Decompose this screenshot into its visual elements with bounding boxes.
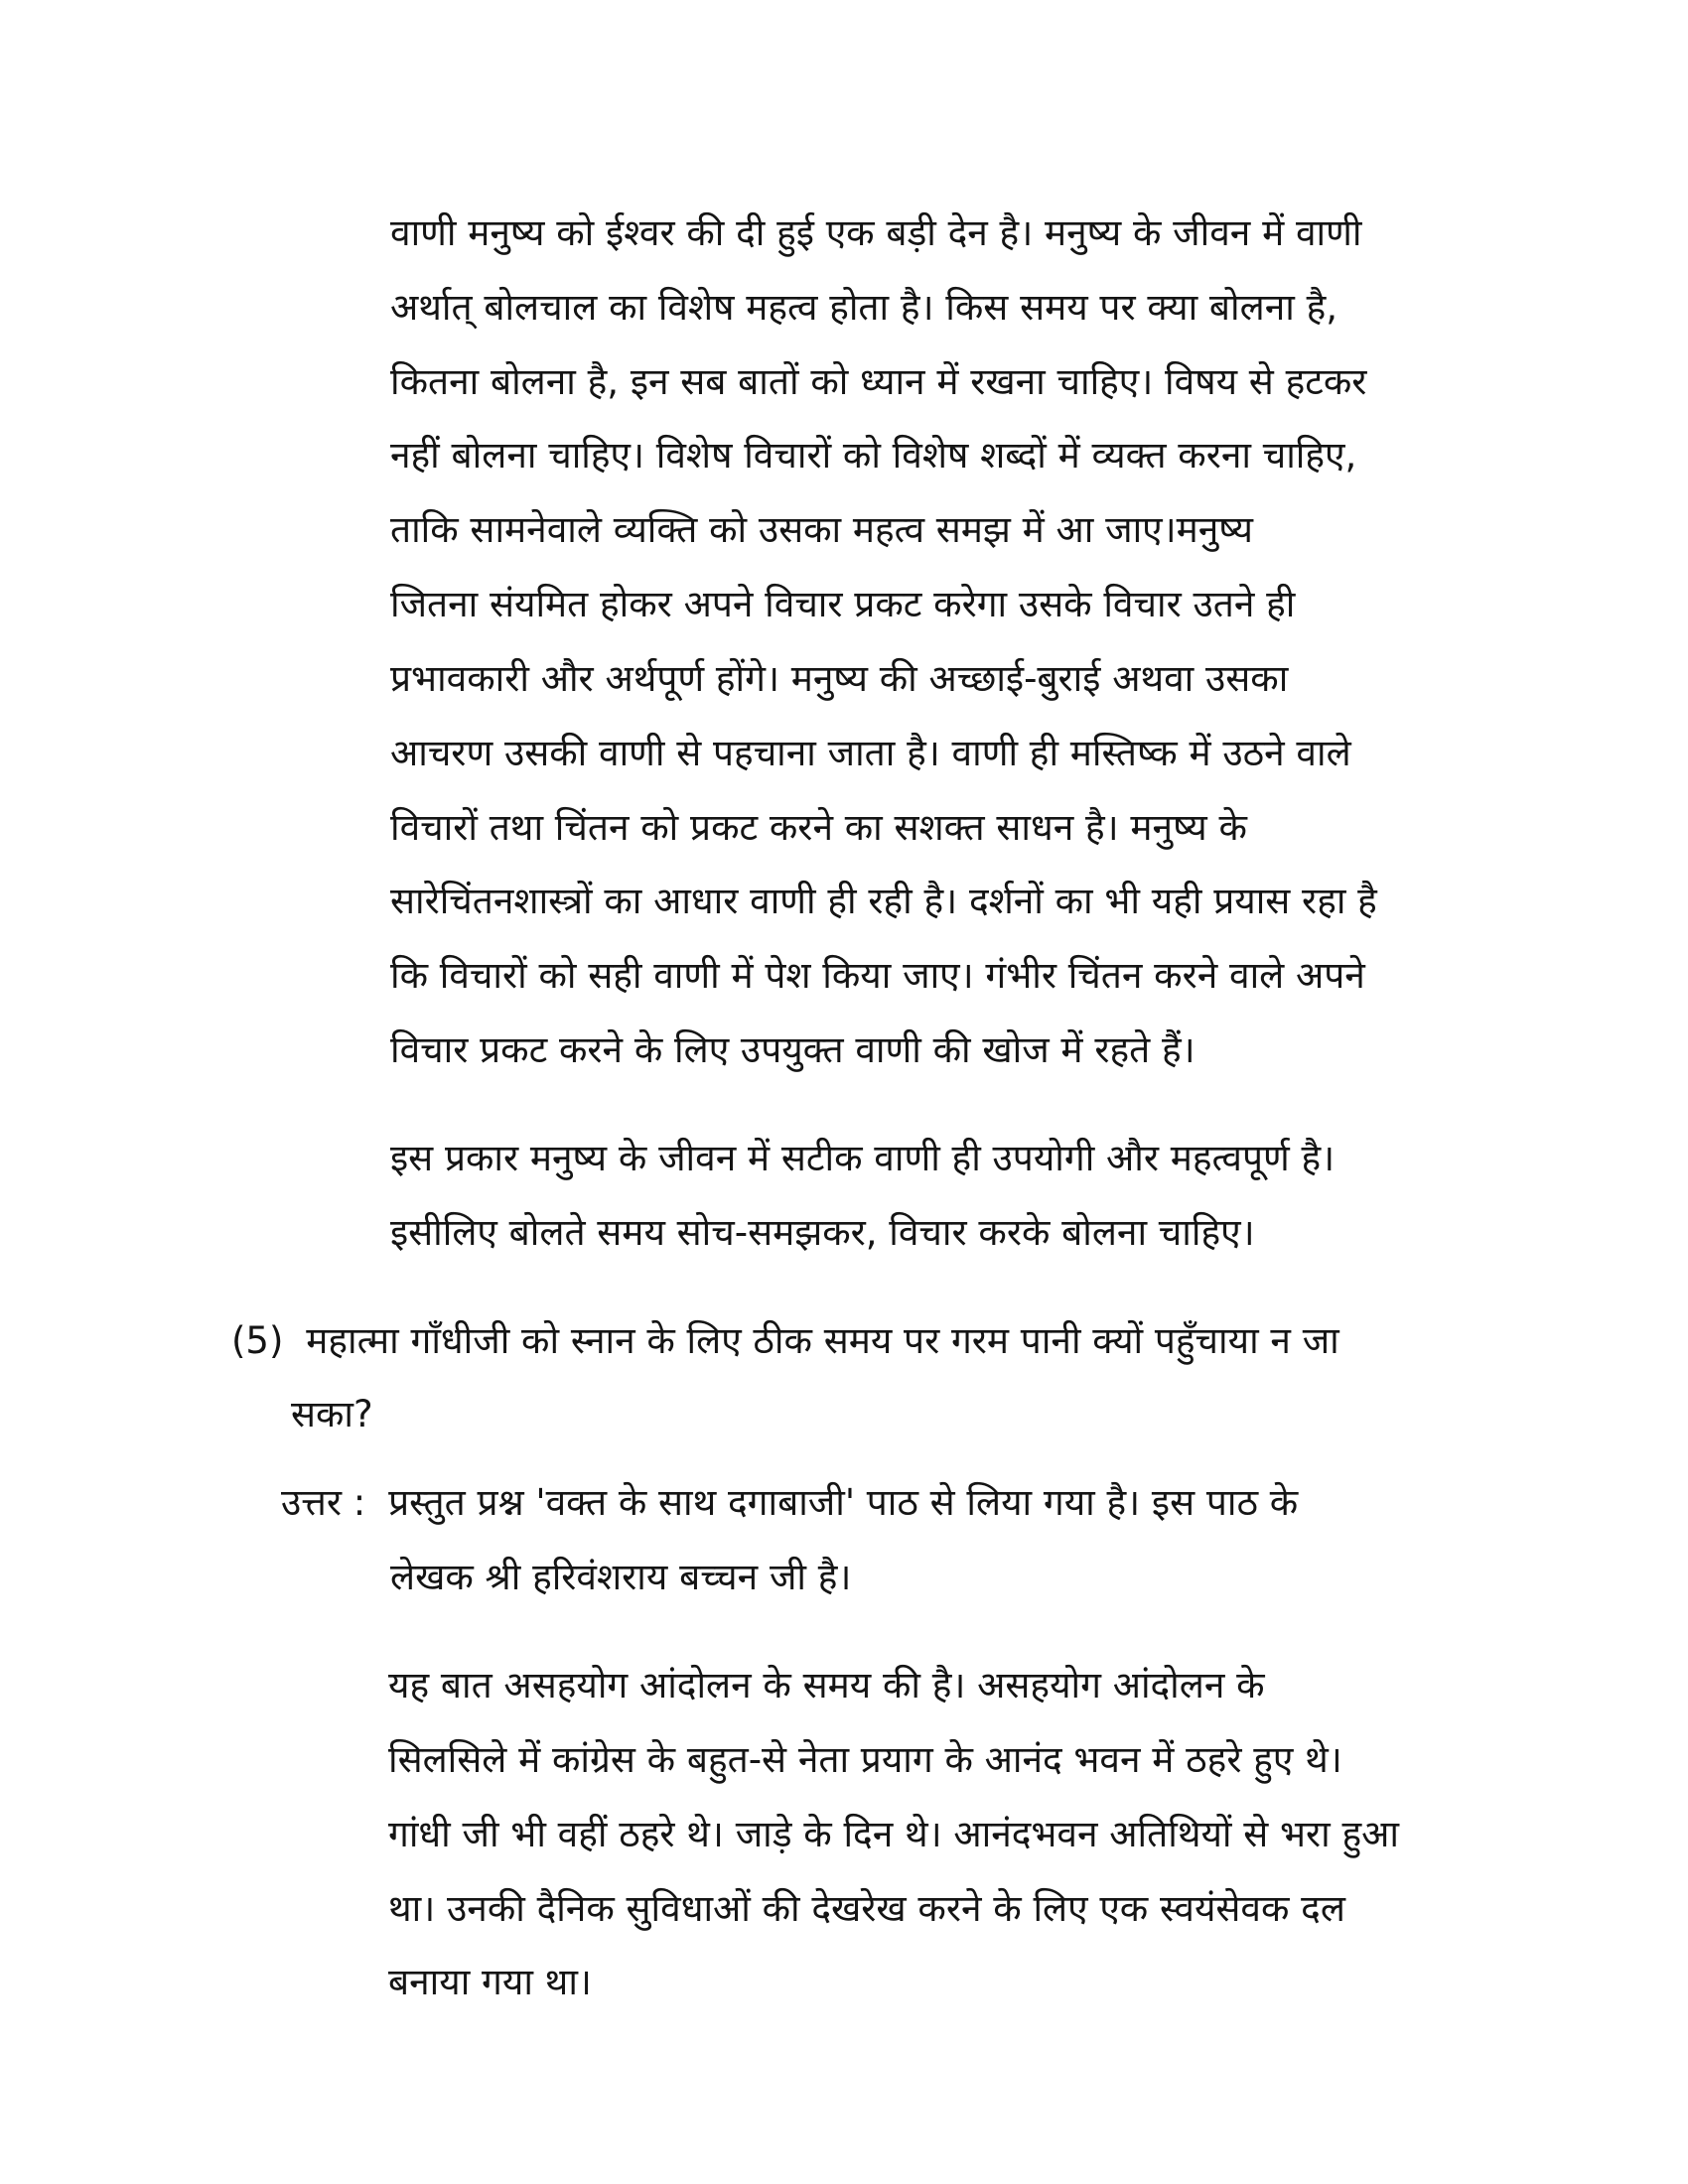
passage-line: विचारों तथा चिंतन को प्रकट करने का सशक्त साधन है। मनुष्य के bbox=[390, 806, 1247, 849]
conclusion-line: इसीलिए बोलते समय सोच-समझकर, विचार करके बोलना चाहिए। bbox=[390, 1211, 1255, 1254]
passage-line: कि विचारों को सही वाणी में पेश किया जाए। गंभीर चिंतन करने वाले अपने bbox=[390, 954, 1365, 997]
passage-line: सारेचिंतनशास्त्रों का आधार वाणी ही रही है। दर्शनों का भी यही प्रयास रहा है bbox=[390, 880, 1377, 922]
question-number: (5) bbox=[231, 1319, 284, 1362]
passage-line: नहीं बोलना चाहिए। विशेष विचारों को विशेष शब्दों में व्यक्त करना चाहिए, bbox=[390, 434, 1357, 477]
passage-line: प्रभावकारी और अर्थपूर्ण होंगे। मनुष्य की अच्छाई-बुराई अथवा उसका bbox=[390, 657, 1289, 700]
story-line: बनाया गया था। bbox=[388, 1961, 592, 2003]
passage-line: अर्थात् बोलचाल का विशेष महत्व होता है। किस समय पर क्या बोलना है, bbox=[390, 286, 1338, 329]
story-line: था। उनकी दैनिक सुविधाओं की देखरेख करने के लिए एक स्वयंसेवक दल bbox=[388, 1887, 1345, 1930]
passage-line: वाणी मनुष्य को ईश्वर की दी हुई एक बड़ी देन है। मनुष्य के जीवन में वाणी bbox=[390, 211, 1362, 254]
conclusion-line: इस प्रकार मनुष्य के जीवन में सटीक वाणी ही उपयोगी और महत्वपूर्ण है। bbox=[390, 1137, 1336, 1179]
passage-line: ताकि सामनेवाले व्यक्ति को उसका महत्व समझ में आ जाए।मनुष्य bbox=[390, 508, 1253, 551]
passage-line: कितना बोलना है, इन सब बातों को ध्यान में रखना चाहिए। विषय से हटकर bbox=[390, 360, 1367, 403]
answer-line bbox=[281, 1477, 1298, 1529]
story-line: यह बात असहयोग आंदोलन के समय की है। असहयोग आंदोलन के bbox=[388, 1664, 1265, 1706]
story-line: सिलसिले में कांग्रेस के बहुत-से नेता प्रयाग के आनंद भवन में ठहरे हुए थे। bbox=[388, 1738, 1342, 1781]
question-line: सका? bbox=[291, 1393, 373, 1435]
passage-line: आचरण उसकी वाणी से पहचाना जाता है। वाणी ही मस्तिष्क में उठने वाले bbox=[390, 732, 1351, 774]
story-line: गांधी जी भी वहीं ठहरे थे। जाड़े के दिन थे। आनंदभवन अतिथियों से भरा हुआ bbox=[388, 1813, 1399, 1855]
answer-line: लेखक श्री हरिवंशराय बच्चन जी है। bbox=[390, 1556, 852, 1598]
passage-line: जितना संयमित होकर अपने विचार प्रकट करेगा उसके विचार उतने ही bbox=[390, 583, 1296, 625]
passage-line: विचार प्रकट करने के लिए उपयुक्त वाणी की खोज में रहते हैं। bbox=[390, 1028, 1196, 1071]
question-line bbox=[231, 1315, 1339, 1367]
question-text: महात्मा गाँधीजी को स्नान के लिए ठीक समय पर गरम पानी क्यों पहुँचाया न जा bbox=[306, 1319, 1339, 1362]
answer-text: प्रस्तुत प्रश्न 'वक्त के साथ दगाबाजी' पाठ से लिया गया है। इस पाठ के bbox=[388, 1481, 1299, 1524]
answer-label: उत्तर : bbox=[281, 1481, 366, 1524]
